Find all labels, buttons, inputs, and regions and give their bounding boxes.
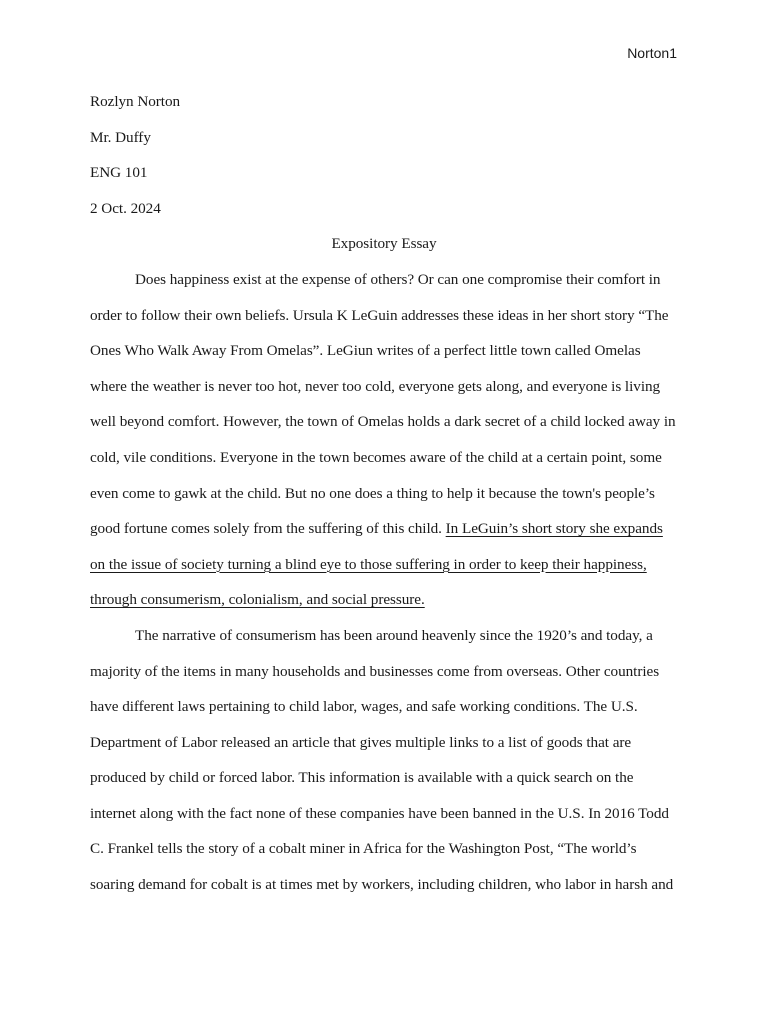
paragraph-line: [90, 582, 678, 618]
paragraph-consumerism: [90, 618, 678, 903]
line-text: Ones Who Walk Away From Omelas”. LeGiun writes of a perfect little town called Omelas: [90, 342, 641, 360]
line-text: The narrative of consumerism has been around heavenly since the 1920’s and today, a: [135, 626, 653, 644]
line-text: produced by child or forced labor. This information is available with a quick search on the: [90, 769, 634, 787]
paragraph-line: [90, 404, 678, 440]
running-header: Norton1: [627, 45, 677, 61]
line-text: where the weather is never too hot, never too cold, everyone gets along, and everyone is living: [90, 377, 661, 395]
paragraph-line: [90, 654, 678, 690]
paragraph-line: [90, 725, 678, 761]
paragraph-line: [90, 689, 678, 725]
course-name: ENG 101: [90, 164, 148, 182]
line-text: well beyond comfort. However, the town of Omelas holds a dark secret of a child locked away in: [90, 413, 676, 431]
paragraph-line: [90, 298, 678, 334]
line-text: order to follow their own beliefs. Ursula K LeGuin addresses these ideas in her short story “The: [90, 306, 669, 324]
line-text: even come to gawk at the child. But no one does a thing to help it because the town's people’s: [90, 484, 655, 502]
student-name: Rozlyn Norton: [90, 93, 181, 110]
line-text: majority of the items in many households and businesses come from overseas. Other countries: [90, 662, 660, 680]
line-text: cold, vile conditions. Everyone in the town becomes aware of the child at a certain point, some: [90, 448, 662, 466]
paragraph-line: [90, 262, 678, 298]
paragraph-line: [90, 511, 678, 547]
thesis-statement: In LeGuin’s short story she expands: [445, 520, 663, 538]
line-text: soaring demand for cobalt is at times met by workers, including children, who labor in harsh and: [90, 876, 674, 894]
document-body: [90, 84, 678, 903]
instructor-name: Mr. Duffy: [90, 128, 151, 146]
essay-title: Expository Essay: [331, 235, 437, 253]
line-text: good fortune comes solely from the suffering of this child.: [90, 520, 446, 538]
paragraph-line: [90, 760, 678, 796]
line-text: Department of Labor released an article that gives multiple links to a list of goods that are: [90, 733, 632, 751]
mla-heading-block: [90, 84, 678, 226]
paragraph-line: [90, 476, 678, 512]
paragraph-line: [90, 369, 678, 405]
line-text: internet along with the fact none of these companies have been banned in the U.S. In 2016 Todd: [90, 804, 669, 822]
paragraph-line: [90, 796, 678, 832]
paragraph-introduction: [90, 262, 678, 618]
line-text: C. Frankel tells the story of a cobalt miner in Africa for the Washington Post, “The world’s: [90, 840, 637, 858]
paragraph-line: [90, 618, 678, 654]
line-text: have different laws pertaining to child labor, wages, and safe working conditions. The U.S.: [90, 698, 638, 716]
paragraph-line: [90, 333, 678, 369]
paragraph-line: [90, 547, 678, 583]
paragraph-line: [90, 440, 678, 476]
essay-date: 2 Oct. 2024: [90, 199, 161, 217]
paragraph-line: [90, 867, 678, 903]
thesis-statement: on the issue of society turning a blind eye to those suffering in order to keep their happiness,: [90, 555, 647, 573]
paragraph-line: [90, 831, 678, 867]
thesis-statement: through consumerism, colonialism, and social pressure.: [90, 591, 425, 609]
line-text: Does happiness exist at the expense of others? Or can one compromise their comfort in: [135, 270, 661, 288]
